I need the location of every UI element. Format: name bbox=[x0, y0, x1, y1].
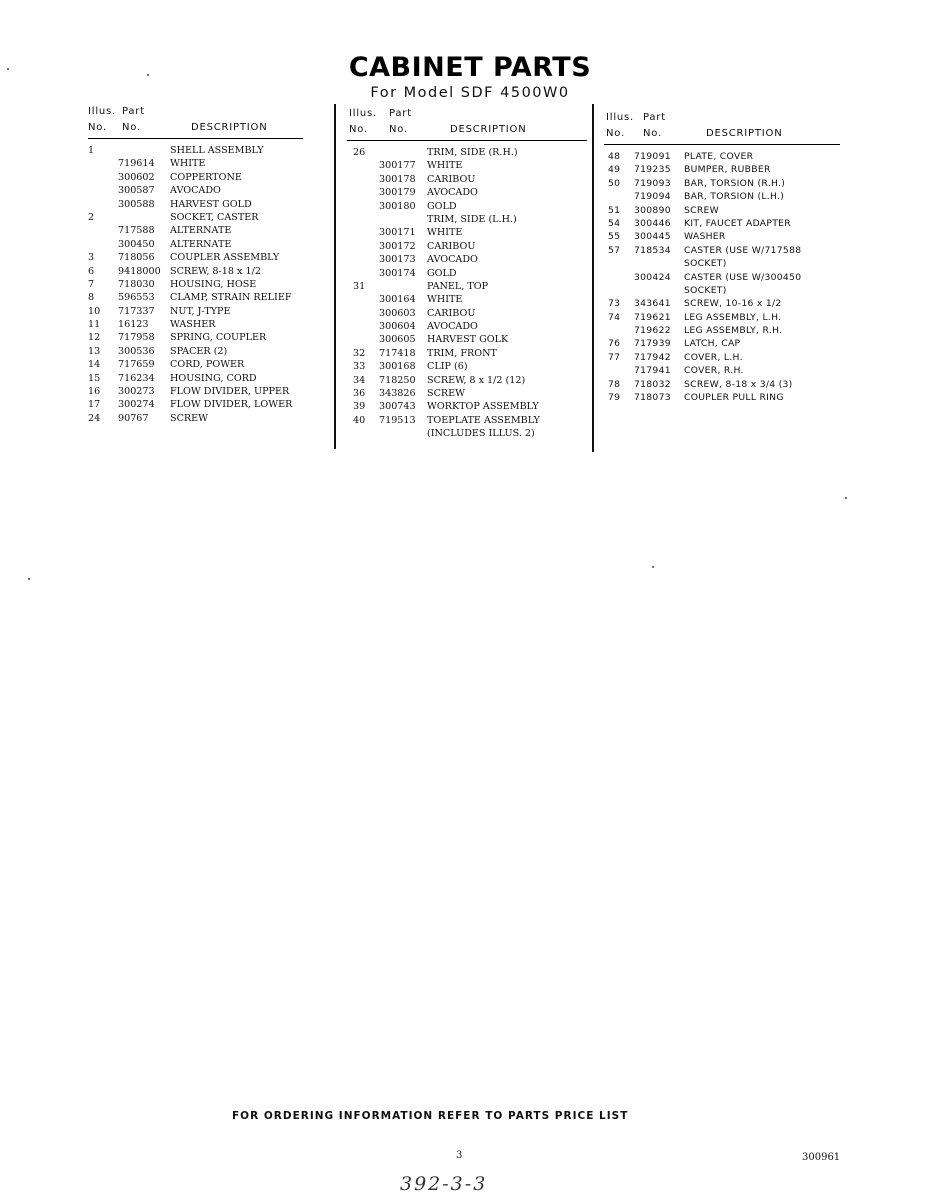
parts-row bbox=[604, 391, 840, 404]
parts-row bbox=[604, 257, 840, 270]
part-description: LATCH, CAP bbox=[684, 338, 741, 350]
part-number: 300743 bbox=[379, 401, 416, 413]
part-description: PLATE, COVER bbox=[684, 151, 754, 162]
parts-row bbox=[604, 177, 840, 190]
part-number: 300177 bbox=[379, 160, 416, 172]
part-number: 300273 bbox=[118, 386, 155, 398]
part-description: HOUSING, HOSE bbox=[170, 278, 257, 290]
part-description: TRIM, SIDE (L.H.) bbox=[427, 213, 517, 225]
part-number: 717939 bbox=[634, 338, 671, 350]
illus-number: 33 bbox=[353, 361, 366, 373]
parts-row bbox=[88, 198, 303, 211]
parts-row bbox=[88, 184, 303, 197]
part-description: COVER, L.H. bbox=[684, 351, 743, 363]
part-number: 300450 bbox=[118, 238, 155, 250]
parts-row bbox=[88, 372, 303, 385]
illus-number: 77 bbox=[608, 351, 621, 363]
part-number: 300890 bbox=[634, 204, 671, 216]
parts-row bbox=[604, 364, 840, 377]
illus-number: 8 bbox=[88, 292, 95, 304]
part-description: AVOCADO bbox=[427, 254, 478, 266]
parts-row bbox=[88, 157, 303, 170]
part-description: CLAMP, STRAIN RELIEF bbox=[170, 292, 292, 304]
part-description: AVOCADO bbox=[427, 321, 478, 333]
illus-number: 3 bbox=[88, 252, 95, 264]
part-number: 719091 bbox=[634, 151, 671, 162]
illus-number: 24 bbox=[88, 412, 101, 424]
parts-row bbox=[88, 211, 303, 224]
model-subtitle: For Model SDF 4500W0 bbox=[370, 85, 570, 101]
parts-row bbox=[88, 251, 303, 264]
illus-number: 32 bbox=[353, 347, 366, 359]
parts-row bbox=[604, 284, 840, 297]
illus-number: 54 bbox=[608, 217, 621, 229]
part-number: 717337 bbox=[118, 305, 155, 317]
part-description: LEG ASSEMBLY, R.H. bbox=[684, 325, 783, 337]
column-divider bbox=[592, 104, 594, 452]
description-header-label: DESCRIPTION bbox=[706, 128, 783, 139]
parts-row bbox=[347, 400, 587, 413]
part-number: 300603 bbox=[379, 307, 416, 319]
part-description: WASHER bbox=[684, 231, 726, 243]
illus-no-header-label: No. bbox=[606, 128, 626, 139]
illus-number: 1 bbox=[88, 145, 95, 156]
parts-row bbox=[604, 244, 840, 257]
parts-column-2 bbox=[347, 108, 587, 441]
illus-number: 48 bbox=[608, 151, 621, 162]
part-number: 300424 bbox=[634, 271, 671, 283]
part-description: ALTERNATE bbox=[170, 225, 232, 237]
parts-row bbox=[88, 358, 303, 371]
illus-number: 79 bbox=[608, 392, 621, 404]
illus-number: 6 bbox=[88, 265, 95, 277]
illus-number: 50 bbox=[608, 177, 621, 189]
part-description: SCREW, 8 x 1/2 (12) bbox=[427, 374, 526, 386]
part-description: SCREW bbox=[684, 204, 720, 216]
description-header-label: DESCRIPTION bbox=[450, 124, 527, 135]
part-description: BAR, TORSION (R.H.) bbox=[684, 177, 786, 189]
parts-row bbox=[88, 345, 303, 358]
part-number: 300178 bbox=[379, 173, 416, 185]
part-description: SCREW, 8-18 x 3/4 (3) bbox=[684, 378, 793, 390]
part-description: SOCKET) bbox=[684, 258, 727, 270]
part-number: 717588 bbox=[118, 225, 155, 237]
part-description: WHITE bbox=[427, 160, 463, 172]
illus-header-label: Illus. bbox=[88, 106, 117, 117]
parts-row bbox=[88, 398, 303, 411]
parts-row bbox=[604, 311, 840, 324]
parts-row bbox=[604, 217, 840, 230]
part-header-label: Part bbox=[389, 108, 412, 119]
parts-row bbox=[347, 360, 587, 373]
part-description: CASTER (USE W/717588 bbox=[684, 244, 802, 256]
parts-row bbox=[347, 146, 587, 159]
part-number: 300274 bbox=[118, 399, 155, 411]
part-number: 300587 bbox=[118, 185, 155, 197]
part-description: LEG ASSEMBLY, L.H. bbox=[684, 311, 782, 323]
illus-number: 10 bbox=[88, 305, 101, 317]
part-description: CORD, POWER bbox=[170, 359, 245, 371]
part-number: 300174 bbox=[379, 267, 416, 279]
illus-number: 57 bbox=[608, 244, 621, 256]
part-description: SHELL ASSEMBLY bbox=[170, 145, 264, 156]
column-divider bbox=[334, 104, 336, 449]
part-number: 718250 bbox=[379, 374, 416, 386]
part-number: 300168 bbox=[379, 361, 416, 373]
parts-row bbox=[88, 318, 303, 331]
parts-row bbox=[347, 374, 587, 387]
parts-row bbox=[88, 144, 303, 157]
part-number: 717958 bbox=[118, 332, 155, 344]
part-number: 300605 bbox=[379, 334, 416, 346]
part-description: SCREW, 10-16 x 1/2 bbox=[684, 298, 782, 310]
parts-row bbox=[347, 307, 587, 320]
part-description: GOLD bbox=[427, 200, 457, 212]
part-description: SPACER (2) bbox=[170, 345, 228, 357]
illus-number: 13 bbox=[88, 345, 101, 357]
part-number: 718056 bbox=[118, 252, 155, 264]
scan-speck bbox=[7, 68, 9, 70]
part-number: 717418 bbox=[379, 347, 416, 359]
part-number: 719094 bbox=[634, 191, 671, 203]
parts-column-1 bbox=[88, 106, 303, 425]
part-description: CASTER (USE W/300450 bbox=[684, 271, 802, 283]
illus-number: 40 bbox=[353, 414, 366, 426]
parts-row bbox=[347, 267, 587, 280]
handwritten-note: 392-3-3 bbox=[400, 1173, 488, 1195]
part-description: HOUSING, CORD bbox=[170, 372, 257, 384]
parts-list bbox=[88, 144, 303, 425]
scan-speck bbox=[845, 497, 847, 499]
parts-row bbox=[347, 253, 587, 266]
ordering-info-footer: FOR ORDERING INFORMATION REFER TO PARTS PRICE LIST bbox=[232, 1110, 629, 1122]
part-number: 719621 bbox=[634, 311, 671, 323]
part-description: SOCKET) bbox=[684, 284, 727, 296]
scan-speck bbox=[28, 578, 30, 580]
part-description: SPRING, COUPLER bbox=[170, 332, 267, 344]
part-number: 300172 bbox=[379, 240, 416, 252]
parts-row bbox=[604, 271, 840, 284]
part-number: 596553 bbox=[118, 292, 155, 304]
parts-row bbox=[347, 414, 587, 427]
part-description: CARIBOU bbox=[427, 173, 476, 185]
illus-number: 26 bbox=[353, 147, 366, 158]
part-description: TOEPLATE ASSEMBLY bbox=[427, 414, 540, 426]
part-description: CLIP (6) bbox=[427, 361, 468, 373]
part-description: WHITE bbox=[427, 227, 463, 239]
part-description: COPPERTONE bbox=[170, 171, 242, 183]
parts-row bbox=[347, 280, 587, 293]
parts-row bbox=[604, 190, 840, 203]
illus-number: 7 bbox=[88, 278, 95, 290]
part-description: HARVEST GOLD bbox=[170, 198, 252, 210]
part-header-label: Part bbox=[643, 112, 666, 123]
part-number: 300173 bbox=[379, 254, 416, 266]
part-no-header-label: No. bbox=[389, 124, 409, 135]
parts-row bbox=[604, 297, 840, 310]
part-number: 343826 bbox=[379, 388, 416, 400]
illus-no-header-label: No. bbox=[349, 124, 369, 135]
parts-row bbox=[604, 324, 840, 337]
page-title: CABINET PARTS bbox=[348, 52, 592, 83]
part-description: SCREW, 8-18 x 1/2 bbox=[170, 265, 261, 277]
part-description: CARIBOU bbox=[427, 307, 476, 319]
page-number: 3 bbox=[456, 1150, 463, 1161]
part-number: 300180 bbox=[379, 200, 416, 212]
illus-number: 76 bbox=[608, 338, 621, 350]
parts-row bbox=[347, 387, 587, 400]
illus-header-label: Illus. bbox=[606, 112, 635, 123]
parts-row bbox=[604, 230, 840, 243]
parts-row bbox=[347, 226, 587, 239]
part-number: 719235 bbox=[634, 164, 671, 176]
part-number: 719622 bbox=[634, 325, 671, 337]
illus-number: 78 bbox=[608, 378, 621, 390]
parts-row bbox=[347, 333, 587, 346]
parts-list bbox=[604, 150, 840, 404]
part-description: SCREW bbox=[427, 388, 466, 400]
parts-row bbox=[604, 337, 840, 350]
parts-row bbox=[347, 347, 587, 360]
part-description: AVOCADO bbox=[427, 187, 478, 199]
scan-speck bbox=[652, 566, 654, 568]
part-number: 9418000 bbox=[118, 265, 161, 277]
parts-column-3 bbox=[604, 112, 840, 404]
part-description: TRIM, FRONT bbox=[427, 347, 497, 359]
illus-number: 2 bbox=[88, 211, 95, 223]
description-header-label: DESCRIPTION bbox=[191, 122, 268, 133]
part-description: HARVEST GOLK bbox=[427, 334, 509, 346]
parts-row bbox=[347, 159, 587, 172]
document-number: 300961 bbox=[802, 1152, 841, 1163]
part-description: BUMPER, RUBBER bbox=[684, 164, 771, 176]
part-number: 300164 bbox=[379, 294, 416, 306]
parts-row bbox=[604, 204, 840, 217]
illus-number: 36 bbox=[353, 388, 366, 400]
parts-row bbox=[347, 213, 587, 226]
part-number: 719513 bbox=[379, 414, 416, 426]
illus-number: 73 bbox=[608, 298, 621, 310]
illus-number: 16 bbox=[88, 386, 101, 398]
parts-row bbox=[347, 173, 587, 186]
parts-row bbox=[604, 378, 840, 391]
part-description: NUT, J-TYPE bbox=[170, 305, 231, 317]
parts-row bbox=[88, 238, 303, 251]
part-description: WHITE bbox=[170, 158, 206, 170]
part-description: KIT, FAUCET ADAPTER bbox=[684, 217, 791, 229]
part-description: FLOW DIVIDER, UPPER bbox=[170, 386, 290, 398]
part-number: 300604 bbox=[379, 321, 416, 333]
illus-number: 15 bbox=[88, 372, 101, 384]
part-number: 343641 bbox=[634, 298, 671, 310]
parts-row bbox=[88, 224, 303, 237]
part-description: TRIM, SIDE (R.H.) bbox=[427, 147, 518, 158]
part-description: BAR, TORSION (L.H.) bbox=[684, 191, 785, 203]
part-number: 90767 bbox=[118, 412, 149, 424]
illus-number: 55 bbox=[608, 231, 621, 243]
parts-row bbox=[88, 412, 303, 425]
illus-number: 74 bbox=[608, 311, 621, 323]
parts-list bbox=[347, 146, 587, 441]
part-number: 300602 bbox=[118, 171, 155, 183]
parts-row bbox=[88, 385, 303, 398]
parts-row bbox=[88, 305, 303, 318]
part-description: WHITE bbox=[427, 294, 463, 306]
part-number: 300171 bbox=[379, 227, 416, 239]
parts-row bbox=[347, 186, 587, 199]
parts-row bbox=[347, 427, 587, 440]
part-number: 717942 bbox=[634, 351, 671, 363]
part-no-header-label: No. bbox=[643, 128, 663, 139]
illus-number: 31 bbox=[353, 280, 366, 292]
parts-row bbox=[604, 150, 840, 163]
part-description: ALTERNATE bbox=[170, 238, 232, 250]
part-description: GOLD bbox=[427, 267, 457, 279]
illus-number: 51 bbox=[608, 204, 621, 216]
part-number: 717941 bbox=[634, 365, 671, 377]
scan-speck bbox=[147, 74, 149, 76]
part-description: SOCKET, CASTER bbox=[170, 211, 259, 223]
column-header bbox=[347, 108, 587, 141]
parts-row bbox=[604, 163, 840, 176]
illus-number: 34 bbox=[353, 374, 366, 386]
parts-row bbox=[88, 291, 303, 304]
illus-header-label: Illus. bbox=[349, 108, 378, 119]
part-description: FLOW DIVIDER, LOWER bbox=[170, 399, 293, 411]
part-description: CARIBOU bbox=[427, 240, 476, 252]
part-description: COUPLER PULL RING bbox=[684, 392, 784, 404]
parts-row bbox=[347, 293, 587, 306]
illus-number: 11 bbox=[88, 319, 101, 331]
part-description: PANEL, TOP bbox=[427, 280, 489, 292]
column-header bbox=[88, 106, 303, 139]
part-number: 300446 bbox=[634, 217, 671, 229]
illus-no-header-label: No. bbox=[88, 122, 108, 133]
part-number: 300536 bbox=[118, 345, 155, 357]
part-description: COUPLER ASSEMBLY bbox=[170, 252, 280, 264]
illus-number: 39 bbox=[353, 401, 366, 413]
part-description: (INCLUDES ILLUS. 2) bbox=[427, 428, 535, 440]
part-number: 300179 bbox=[379, 187, 416, 199]
illus-number: 12 bbox=[88, 332, 101, 344]
parts-row bbox=[88, 265, 303, 278]
part-number: 718073 bbox=[634, 392, 671, 404]
part-number: 716234 bbox=[118, 372, 155, 384]
part-number: 719614 bbox=[118, 158, 155, 170]
part-description: COVER, R.H. bbox=[684, 365, 744, 377]
parts-row bbox=[347, 240, 587, 253]
part-number: 719093 bbox=[634, 177, 671, 189]
parts-row bbox=[88, 171, 303, 184]
part-no-header-label: No. bbox=[122, 122, 142, 133]
illus-number: 49 bbox=[608, 164, 621, 176]
part-number: 300445 bbox=[634, 231, 671, 243]
part-header-label: Part bbox=[122, 106, 145, 117]
parts-row bbox=[347, 320, 587, 333]
part-description: AVOCADO bbox=[170, 185, 221, 197]
parts-row bbox=[88, 278, 303, 291]
parts-row bbox=[347, 200, 587, 213]
column-header bbox=[604, 112, 840, 145]
parts-row bbox=[88, 331, 303, 344]
part-description: SCREW bbox=[170, 412, 209, 424]
part-number: 718030 bbox=[118, 278, 155, 290]
illus-number: 17 bbox=[88, 399, 101, 411]
part-number: 300588 bbox=[118, 198, 155, 210]
part-description: WORKTOP ASSEMBLY bbox=[427, 401, 539, 413]
illus-number: 14 bbox=[88, 359, 101, 371]
part-number: 718534 bbox=[634, 244, 671, 256]
part-number: 16123 bbox=[118, 319, 149, 331]
part-description: WASHER bbox=[170, 319, 216, 331]
part-number: 718032 bbox=[634, 378, 671, 390]
parts-row bbox=[604, 351, 840, 364]
part-number: 717659 bbox=[118, 359, 155, 371]
